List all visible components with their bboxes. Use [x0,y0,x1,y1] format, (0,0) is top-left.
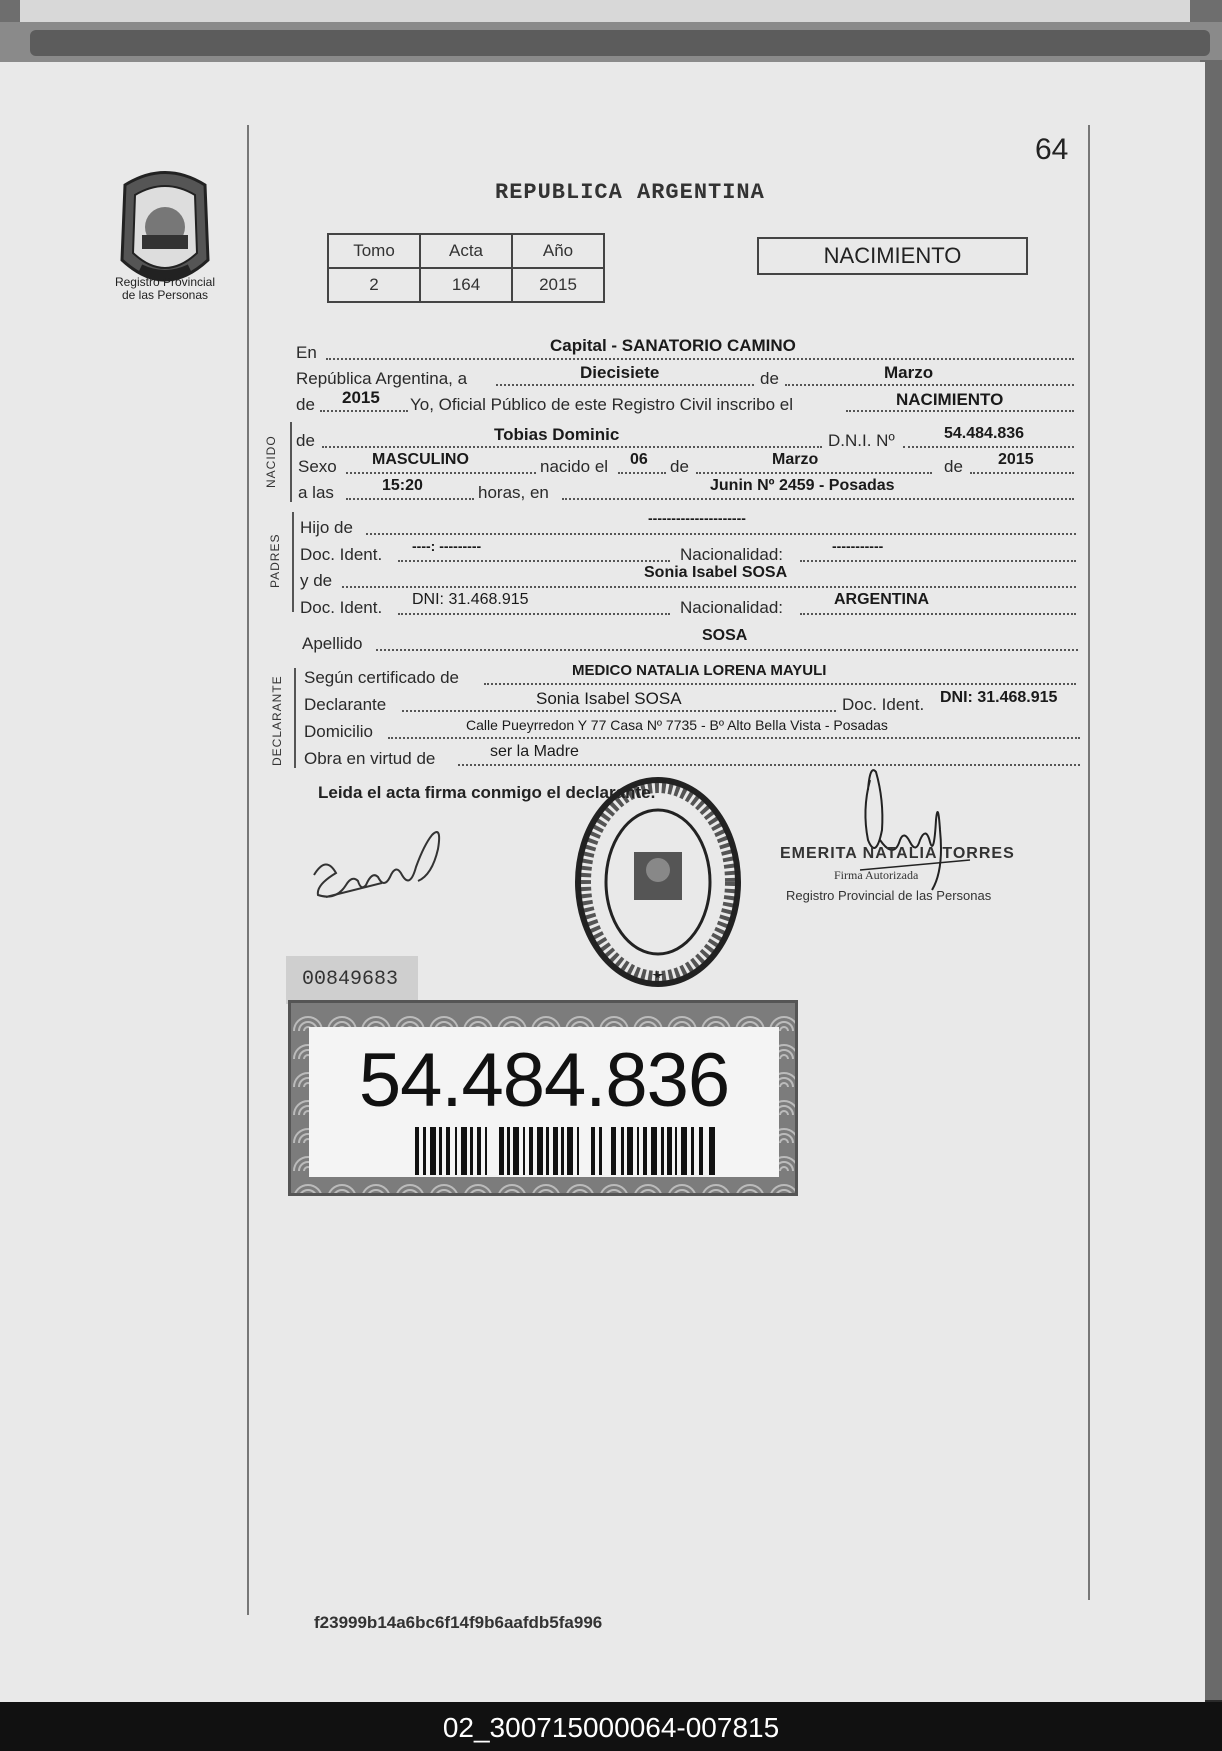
dotted-line [785,384,1074,386]
value-address: Calle Pueyrredon Y 77 Casa Nº 7735 - Bº Alto Bella Vista - Posadas [466,717,888,733]
label-a-las: a las [298,483,334,502]
value-father-doc: ----: --------- [412,538,482,554]
registry-value-acta: 164 [420,268,512,302]
dotted-line [346,498,474,500]
label-de: de [296,431,315,450]
signer-office: Registro Provincial de las Personas [786,888,992,903]
label-doc-ident: Doc. Ident. [300,545,383,564]
label-nacido-el: nacido el [540,457,609,476]
serial-number: 00849683 [302,968,399,991]
scan-file-id: 02_300715000064-007815 [442,1712,780,1743]
sticker-inner [309,1027,779,1177]
label-segun-certificado: Según certificado de [304,668,459,687]
dotted-line [398,613,670,615]
value-declarant-doc: DNI: 31.468.915 [940,689,1058,706]
label-horas-en: horas, en [478,483,549,502]
label-dni-no: D.N.I. Nº [828,431,895,450]
dotted-line [346,472,536,474]
dotted-line [342,586,1076,588]
value-birth-time: 15:20 [382,477,423,494]
read-note: Leida el acta firma conmigo el declarante. [318,783,656,802]
dotted-line [398,560,670,562]
label-nacionalidad: Nacionalidad: [680,598,784,617]
dotted-line [402,710,836,712]
official-seal-stamp [572,770,744,992]
dotted-line [376,649,1078,651]
dotted-line [696,472,932,474]
label-de: de [670,457,689,476]
dotted-line [618,472,666,474]
value-birth-place: Junin Nº 2459 - Posadas [710,477,895,494]
section-padres-tag: PADRES [268,533,282,588]
dotted-line [484,683,1076,685]
dotted-line [388,737,1080,739]
label-en: En [296,343,317,362]
label-declarante: Declarante [304,695,387,714]
label-nacionalidad: Nacionalidad: [680,545,784,564]
value-birth-year: 2015 [998,451,1034,468]
registry-table [327,233,605,303]
section-declarante-tag: DECLARANTE [270,675,284,766]
value-birth-day: 06 [630,451,648,468]
record-kind-box: NACIMIENTO [757,237,1028,275]
label-de: de [296,395,315,414]
value-place: Capital - SANATORIO CAMINO [550,336,796,355]
value-father-name: --------------------- [648,510,746,526]
value-mother-name: Sonia Isabel SOSA [644,564,788,581]
dotted-line [366,533,1076,535]
dotted-line [320,410,408,412]
right-margin-rule [1088,125,1090,1600]
label-y-de: y de [300,571,333,590]
value-surname: SOSA [702,627,748,644]
section-divider [292,512,294,612]
scan-footer-bar [0,1702,1222,1751]
label-domicilio: Domicilio [304,722,373,741]
label-de: de [944,457,963,476]
dotted-line [562,498,1074,500]
dotted-line [903,446,1074,448]
logo-caption: Registro Provincial de las Personas [114,275,216,302]
label-apellido: Apellido [302,634,363,653]
value-month-word: Marzo [884,363,934,382]
label-de: de [760,369,779,388]
dotted-line [322,446,822,448]
registry-value-ano: 2015 [512,268,604,302]
section-divider [290,422,292,502]
value-day-word: Diecisiete [580,363,660,382]
value-sex: MASCULINO [372,451,469,468]
signer-name: EMERITA NATALIA TORRES [780,845,1015,862]
value-child-dni: 54.484.836 [944,425,1025,442]
left-margin-rule [247,125,249,1615]
dotted-line [846,410,1074,412]
page-number: 64 [1035,133,1069,166]
label-doc-ident-declarant: Doc. Ident. [842,695,925,714]
dotted-line [326,358,1074,360]
sticker-dni-number: 54.484.836 [358,1038,730,1123]
section-nacido-tag: NACIDO [264,435,278,488]
registry-header-acta: Acta [420,234,512,268]
dotted-line [970,472,1074,474]
registry-header-ano: Año [512,234,604,268]
value-child-name: Tobias Dominic [494,425,620,444]
registry-header-tomo: Tomo [328,234,420,268]
label-doc-ident: Doc. Ident. [300,598,383,617]
label-hijo-de: Hijo de [300,518,353,537]
signer-role: Firma Autorizada [834,868,919,882]
value-year: 2015 [342,388,380,407]
value-certificate-by: MEDICO NATALIA LORENA MAYULI [572,662,827,679]
declarant-signature [306,815,456,915]
value-mother-nationality: ARGENTINA [834,591,930,608]
label-republica: República Argentina, a [296,369,468,388]
value-declarant: Sonia Isabel SOSA [536,689,682,708]
value-record-type: NACIMIENTO [896,390,1004,409]
scan-top-strip [0,0,1222,70]
dotted-line [496,384,754,386]
value-father-nationality: ----------- [832,538,884,554]
label-yo-oficial: Yo, Oficial Público de este Registro Civil inscribo el [410,395,793,414]
document-title: REPUBLICA ARGENTINA [495,180,765,205]
dotted-line [800,560,1076,562]
serial-number-box [286,956,418,1004]
value-birth-month: Marzo [772,451,819,468]
label-sexo: Sexo [298,457,337,476]
dotted-line [458,764,1080,766]
section-divider [294,668,296,768]
barcode [415,1127,721,1175]
dotted-line [800,613,1076,615]
value-mother-doc: DNI: 31.468.915 [412,591,529,608]
value-reason: ser la Madre [490,743,579,760]
label-obra-en-virtud: Obra en virtud de [304,749,436,768]
dni-sticker [288,1000,798,1196]
registry-value-tomo: 2 [328,268,420,302]
document-hash: f23999b14a6bc6f14f9b6aafdb5fa996 [314,1613,603,1632]
